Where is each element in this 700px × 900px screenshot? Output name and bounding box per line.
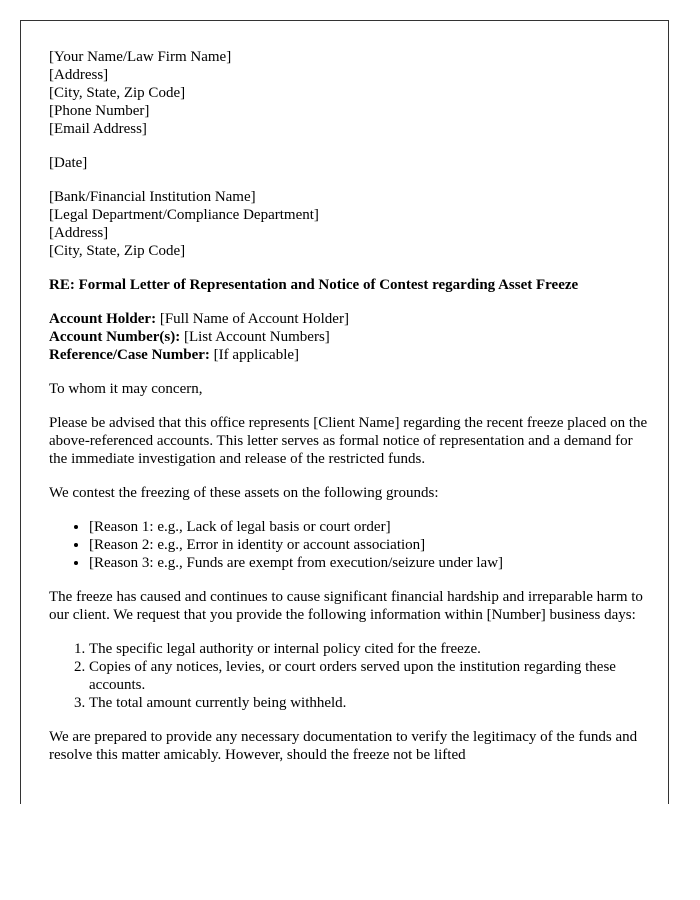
list-item: 1. The specific legal authority or internal policy cited for the freeze. (89, 640, 648, 658)
paragraph-contest: We contest the freezing of these assets on the following grounds: (49, 485, 439, 501)
list-item: • [Reason 2: e.g., Error in identity or account association] (89, 536, 648, 554)
paragraph-hardship: The freeze has caused and continues to cause significant financial hardship and irreparable harm to our client. We request that you provide the following information within [Number] business days: (49, 589, 643, 623)
list-item: • [Reason 3: e.g., Funds are exempt from execution/seizure under law] (89, 554, 648, 572)
recipient-address: [Address] (49, 225, 109, 241)
reasons-list (49, 518, 648, 572)
detail-value: [List Account Numbers] (180, 329, 330, 345)
letter-date: [Date] (49, 155, 88, 171)
subject-text: RE: Formal Letter of Representation and Notice of Contest regarding Asset Freeze (49, 277, 579, 293)
recipient-name: [Bank/Financial Institution Name] (49, 189, 256, 205)
sender-city: [City, State, Zip Code] (49, 85, 186, 101)
paragraph-documentation: We are prepared to provide any necessary documentation to verify the legitimacy of the funds and resolve this matter amicably. However, should the freeze not be lifted (49, 729, 638, 763)
account-details (49, 310, 648, 364)
subject-line (49, 276, 648, 294)
detail-value: [Full Name of Account Holder] (156, 311, 349, 327)
requests-list (49, 640, 648, 712)
sender-name: [Your Name/Law Firm Name] (49, 49, 232, 65)
salutation: To whom it may concern, (49, 381, 203, 397)
sender-email: [Email Address] (49, 121, 147, 137)
detail-label: Account Holder: (49, 311, 157, 327)
sender-block (49, 48, 648, 138)
detail-label: Reference/Case Number: (49, 347, 210, 363)
list-item: 2. Copies of any notices, levies, or court orders served upon the institution regarding these accounts. (89, 658, 648, 694)
recipient-block (49, 188, 648, 260)
letter-page (20, 20, 669, 804)
list-item: 3. The total amount currently being withheld. (89, 694, 648, 712)
detail-account-holder (49, 310, 648, 328)
detail-label: Account Number(s): (49, 329, 181, 345)
list-item: • [Reason 1: e.g., Lack of legal basis or court order] (89, 518, 648, 536)
sender-address: [Address] (49, 67, 109, 83)
detail-account-numbers (49, 328, 648, 346)
detail-reference (49, 346, 648, 364)
recipient-city: [City, State, Zip Code] (49, 243, 186, 259)
paragraph-representation: Please be advised that this office represents [Client Name] regarding the recent freeze placed on the above-referenced accounts. This letter serves as formal notice of representation and a demand for the immediate investigation and release of the restricted funds. (49, 415, 648, 467)
recipient-department: [Legal Department/Compliance Department] (49, 207, 319, 223)
sender-phone: [Phone Number] (49, 103, 150, 119)
detail-value: [If applicable] (209, 347, 300, 363)
